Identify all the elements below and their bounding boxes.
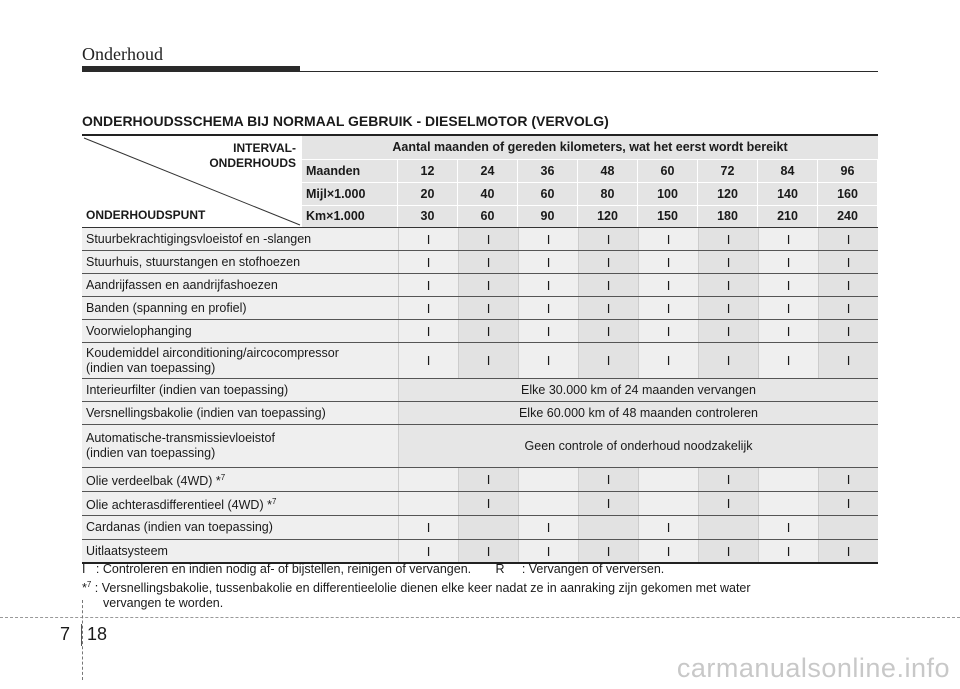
interval-cell: I xyxy=(818,540,878,562)
row-cells xyxy=(398,425,878,467)
row-label xyxy=(82,379,398,401)
table-row xyxy=(82,297,878,320)
interval-cell xyxy=(518,468,578,491)
interval-cell: I xyxy=(458,343,518,378)
footnote-ref: 7 xyxy=(220,472,226,482)
interval-cell: I xyxy=(458,492,518,515)
interval-cell: I xyxy=(818,228,878,250)
interval-cell xyxy=(758,468,818,491)
interval-cell: I xyxy=(398,274,458,296)
interval-cell: I xyxy=(818,343,878,378)
interval-cell: I xyxy=(578,468,638,491)
interval-cell: I xyxy=(458,468,518,491)
row-cells xyxy=(398,379,878,401)
interval-cell: I xyxy=(638,228,698,250)
months-cell: 96 xyxy=(818,160,878,182)
table-row xyxy=(82,468,878,492)
interval-cell xyxy=(818,516,878,539)
row-cells xyxy=(398,402,878,424)
interval-cell: I xyxy=(578,540,638,562)
interval-header xyxy=(302,136,878,227)
interval-cell: I xyxy=(458,320,518,342)
watermark: carmanualsonline.info xyxy=(676,653,950,683)
table-row xyxy=(82,425,878,468)
interval-cell: I xyxy=(758,320,818,342)
interval-cell: I xyxy=(578,320,638,342)
row-label-text: Stuurhuis, stuurstangen en stofhoezen xyxy=(86,254,301,269)
row-label xyxy=(82,320,398,342)
interval-cell xyxy=(698,516,758,539)
km-label: Km×1.000 xyxy=(302,205,398,227)
row-cells xyxy=(398,540,878,562)
interval-cell: I xyxy=(518,516,578,539)
row-label-text: Cardanas (indien van toepassing) xyxy=(86,520,273,534)
table-row xyxy=(82,516,878,540)
row-label xyxy=(82,297,398,319)
row-label-text: Koudemiddel airconditioning/aircocompressor xyxy=(86,345,339,360)
interval-cell: I xyxy=(518,320,578,342)
schedule-heading: ONDERHOUDSSCHEMA BIJ NORMAAL GEBRUIK - DIESELMOTOR (VERVOLG) xyxy=(82,113,609,129)
footer-guide xyxy=(82,600,84,680)
months-cell: 48 xyxy=(578,160,638,182)
interval-cell: I xyxy=(698,320,758,342)
table-body xyxy=(82,228,878,562)
row-cells xyxy=(398,274,878,296)
km-cell: 90 xyxy=(518,205,578,227)
row-label xyxy=(82,343,398,378)
km-cell: 210 xyxy=(758,205,818,227)
interval-label xyxy=(209,141,296,171)
interval-cell: I xyxy=(818,492,878,515)
row-label-text: Aandrijfassen en aandrijfashoezen xyxy=(86,277,278,292)
interval-cell: I xyxy=(698,468,758,491)
interval-cell: I xyxy=(578,251,638,273)
table-row xyxy=(82,540,878,562)
miles-cell: 140 xyxy=(758,183,818,205)
miles-cell: 80 xyxy=(578,183,638,205)
interval-cell: I xyxy=(458,274,518,296)
row-label xyxy=(82,492,398,515)
row-label-text xyxy=(86,470,398,489)
interval-cell: I xyxy=(518,297,578,319)
row-cells xyxy=(398,468,878,491)
interval-cell: I xyxy=(758,343,818,378)
interval-cell: I xyxy=(758,540,818,562)
km-cell: 240 xyxy=(818,205,878,227)
row-label-subtext: (indien van toepassing) xyxy=(86,360,216,375)
interval-cell: I xyxy=(698,492,758,515)
miles-cell: 160 xyxy=(818,183,878,205)
miles-cell: 120 xyxy=(698,183,758,205)
section-title: Onderhoud xyxy=(82,44,163,64)
interval-cell: I xyxy=(398,343,458,378)
interval-cell: I xyxy=(698,343,758,378)
interval-cell xyxy=(758,492,818,515)
interval-cell: I xyxy=(398,540,458,562)
months-cell: 36 xyxy=(518,160,578,182)
header-rule xyxy=(300,71,878,72)
table-row xyxy=(82,228,878,251)
interval-cell: I xyxy=(818,320,878,342)
interval-cell: I xyxy=(458,251,518,273)
interval-cell: I xyxy=(698,540,758,562)
row-label-text: Voorwielophanging xyxy=(86,323,192,338)
page-number: 18 xyxy=(87,624,108,644)
km-row xyxy=(302,205,878,227)
km-cell: 150 xyxy=(638,205,698,227)
miles-cell: 40 xyxy=(458,183,518,205)
interval-cell: I xyxy=(458,540,518,562)
interval-cell: I xyxy=(818,297,878,319)
interval-cell: I xyxy=(458,297,518,319)
legend-line-3: vervangen te worden. xyxy=(103,596,224,611)
interval-cell: I xyxy=(758,274,818,296)
onderhoudspunt-label: ONDERHOUDSPUNT xyxy=(86,208,206,222)
interval-cell: I xyxy=(698,297,758,319)
interval-cell: I xyxy=(758,297,818,319)
row-label-text: Automatische-transmissievloeistof xyxy=(86,431,275,445)
interval-line2: ONDERHOUDS xyxy=(209,156,296,170)
interval-cell: I xyxy=(398,251,458,273)
interval-cell: I xyxy=(638,251,698,273)
row-label-text: Olie achterasdifferentieel (4WD) * xyxy=(86,498,272,513)
row-cells xyxy=(398,297,878,319)
row-label xyxy=(82,228,398,250)
interval-cell xyxy=(638,492,698,515)
maintenance-table xyxy=(82,134,878,564)
row-label xyxy=(82,402,398,424)
miles-label: Mijl×1.000 xyxy=(302,183,398,205)
km-cell: 120 xyxy=(578,205,638,227)
interval-cell xyxy=(458,516,518,539)
interval-cell: I xyxy=(518,343,578,378)
interval-cell: I xyxy=(578,492,638,515)
months-cell: 84 xyxy=(758,160,818,182)
legend-notes xyxy=(82,562,751,611)
interval-cell: I xyxy=(758,228,818,250)
miles-cell: 60 xyxy=(518,183,578,205)
row-cells xyxy=(398,320,878,342)
km-cell: 180 xyxy=(698,205,758,227)
months-label: Maanden xyxy=(302,160,398,182)
footer-rule xyxy=(0,617,960,619)
interval-caption: Aantal maanden of gereden kilometers, wat het eerst wordt bereikt xyxy=(302,136,878,160)
interval-cell xyxy=(398,468,458,491)
row-cells xyxy=(398,516,878,539)
interval-cell: I xyxy=(578,343,638,378)
months-cell: 24 xyxy=(458,160,518,182)
interval-cell: I xyxy=(578,297,638,319)
interval-cell: I xyxy=(578,228,638,250)
months-row xyxy=(302,160,878,183)
months-cell: 72 xyxy=(698,160,758,182)
footnote-number: 7 xyxy=(86,580,92,589)
row-cells xyxy=(398,492,878,515)
interval-cell: I xyxy=(398,320,458,342)
miles-cell: 20 xyxy=(398,183,458,205)
chapter-number: 7 xyxy=(60,624,71,644)
header-bar xyxy=(82,66,300,72)
interval-cell: I xyxy=(638,320,698,342)
interval-cell xyxy=(518,492,578,515)
interval-cell: I xyxy=(638,516,698,539)
table-row xyxy=(82,343,878,379)
interval-cell: I xyxy=(758,516,818,539)
miles-row xyxy=(302,183,878,206)
interval-cell: I xyxy=(698,228,758,250)
table-row xyxy=(82,492,878,516)
legend-line-1: I : Controleren en indien nodig af- of bijstellen, reinigen of vervangen. R : Vervangen of verversen. xyxy=(82,562,665,576)
row-label xyxy=(82,425,398,467)
row-label-subtext: (indien van toepassing) xyxy=(86,446,216,460)
interval-line1: INTERVAL- xyxy=(233,141,296,155)
km-cell: 60 xyxy=(458,205,518,227)
interval-cell: I xyxy=(638,540,698,562)
page-number-divider xyxy=(81,624,82,646)
table-row xyxy=(82,402,878,425)
interval-cell: I xyxy=(518,274,578,296)
interval-cell xyxy=(638,468,698,491)
km-cell: 30 xyxy=(398,205,458,227)
interval-cell: I xyxy=(758,251,818,273)
row-label-text xyxy=(86,494,398,513)
interval-cell: I xyxy=(578,274,638,296)
interval-cell: I xyxy=(638,343,698,378)
table-row xyxy=(82,274,878,297)
table-row xyxy=(82,379,878,402)
interval-cell: I xyxy=(698,274,758,296)
legend-line-2 xyxy=(82,577,751,596)
row-label-text: Olie verdeelbak (4WD) * xyxy=(86,474,221,489)
row-label xyxy=(82,540,398,562)
interval-cell: I xyxy=(818,274,878,296)
row-label xyxy=(82,468,398,491)
row-cells xyxy=(398,343,878,378)
row-label xyxy=(82,274,398,296)
miles-cell: 100 xyxy=(638,183,698,205)
footnote-text: : Versnellingsbakolie, tussenbakolie en differentieelolie dienen elke keer nadat ze in aanraking zijn gekomen met water xyxy=(91,581,751,596)
row-label-text: Stuurbekrachtigingsvloeistof en -slangen xyxy=(86,231,312,246)
interval-cell: I xyxy=(398,297,458,319)
interval-cell: I xyxy=(638,274,698,296)
row-label-text: Interieurfilter (indien van toepassing) xyxy=(86,382,289,397)
row-label-text: Versnellingsbakolie (indien van toepassing) xyxy=(86,405,326,420)
interval-cell xyxy=(398,492,458,515)
row-cells xyxy=(398,228,878,250)
row-label xyxy=(82,251,398,273)
interval-cell: I xyxy=(818,251,878,273)
months-cell: 12 xyxy=(398,160,458,182)
interval-cell: I xyxy=(398,516,458,539)
interval-cell: I xyxy=(638,297,698,319)
interval-cell xyxy=(578,516,638,539)
interval-cell: I xyxy=(818,468,878,491)
footnote-ref: 7 xyxy=(271,496,277,506)
interval-cell: I xyxy=(518,251,578,273)
footnote-marker: * xyxy=(82,581,87,596)
row-label-text: Banden (spanning en profiel) xyxy=(86,300,247,315)
interval-cell: I xyxy=(518,228,578,250)
interval-cell: I xyxy=(698,251,758,273)
merged-cell: Elke 60.000 km of 48 maanden controleren xyxy=(398,402,878,424)
table-row xyxy=(82,251,878,274)
row-label xyxy=(82,516,398,539)
row-label-text: Uitlaatsysteem xyxy=(86,543,168,558)
table-row xyxy=(82,320,878,343)
merged-cell: Geen controle of onderhoud noodzakelijk xyxy=(398,425,878,467)
table-header xyxy=(82,136,878,228)
header-corner-cell xyxy=(82,136,302,227)
interval-cell: I xyxy=(398,228,458,250)
interval-cell: I xyxy=(458,228,518,250)
merged-cell: Elke 30.000 km of 24 maanden vervangen xyxy=(398,379,878,401)
months-cell: 60 xyxy=(638,160,698,182)
interval-cell: I xyxy=(518,540,578,562)
row-cells xyxy=(398,251,878,273)
